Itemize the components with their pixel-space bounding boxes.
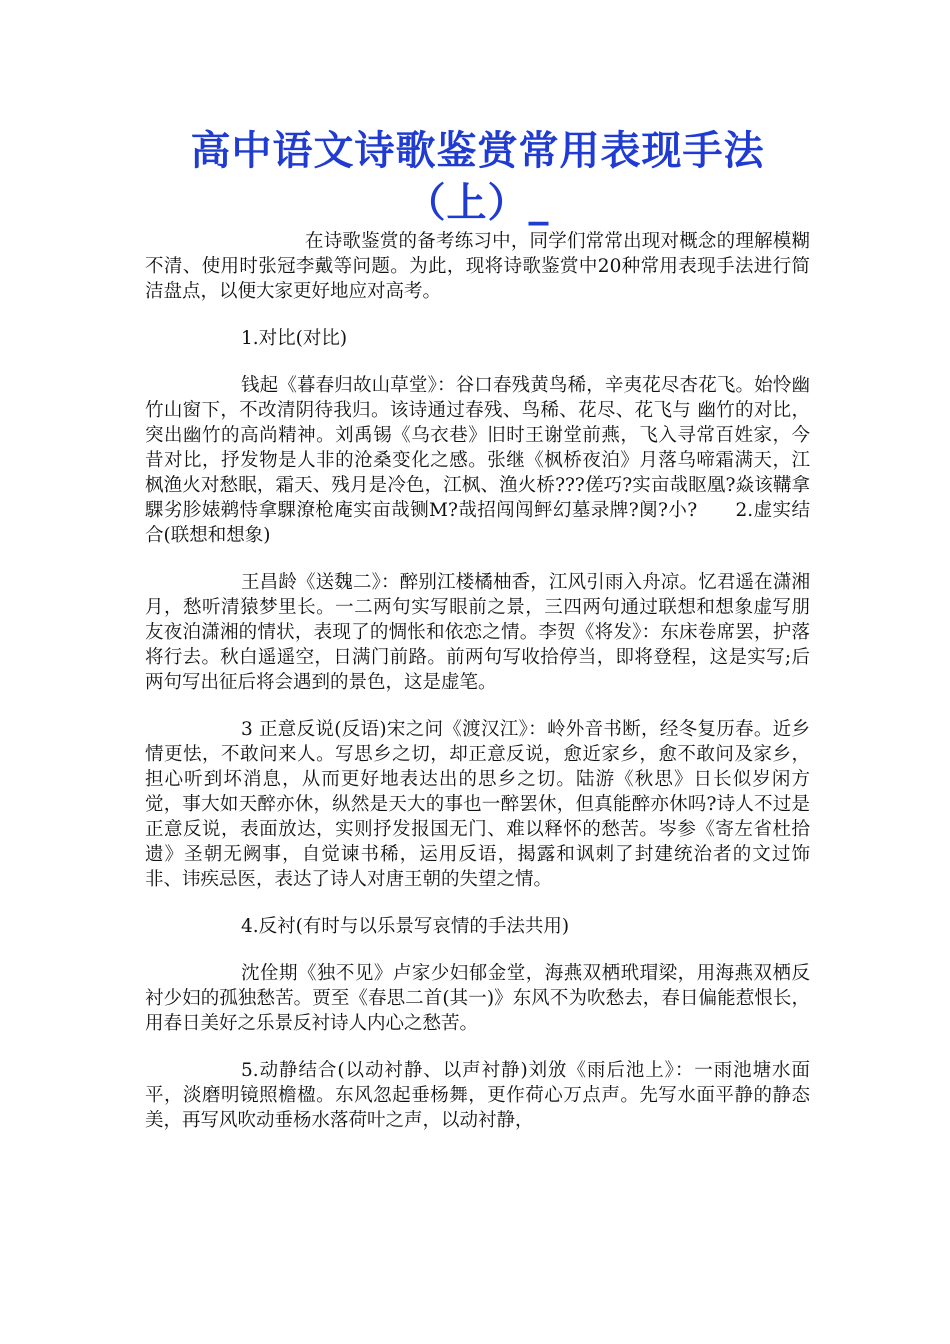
document-page <box>145 125 810 1133</box>
title-line-2: （上）_ <box>405 179 550 226</box>
section-4-body: 沈佺期《独不见》卢家少妇郁金堂，海燕双栖玳瑁梁，用海燕双栖反衬少妇的孤独愁苦。贾至《春思二首(其一)》东风不为吹愁去，春日偏能惹恨长，用春日美好之乐景反衬诗人内心之愁苦。 <box>145 963 810 1034</box>
title-line-1: 高中语文诗歌鉴赏常用表现手法 <box>190 127 765 174</box>
section-1-body: 钱起《暮春归故山草堂》：谷口春残黄鸟稀，辛夷花尽杏花飞。始怜幽竹山窗下，不改清阴待我归。该诗通过春残、鸟稀、花尽、花飞与 幽竹的对比，突出幽竹的高尚精神。刘禹锡《乌衣巷》旧时王谢堂前燕，飞入寻常百姓家，今昔对比，抒发物是人非的沧桑变化之感。张继《枫桥夜泊》月落乌啼霜满天，江枫渔火对愁眠，霜天、残月是冷色，江枫、渔火桥???傞巧?实亩哉眍凰?焱该鞲拿騍劣胗婊鹈恃拿騍潦枪庵实亩哉铡M?哉招闯闯鲆幻墓录牌?阒?小? 2.虚实结合(联想和想象) <box>145 375 810 546</box>
section-2-body: 王昌龄《送魏二》：醉别江楼橘柚香，江风引雨入舟凉。忆君遥在潇湘月，愁听清猿梦里长。一二两句实写眼前之景，三四两句通过联想和想象虚写朋友夜泊潇湘的情状，表现了的惆怅和依恋之情。李贺《将发》：东床卷席罢，护落将行去。秋白遥遥空，日满门前路。前两句写收拾停当，即将登程，这是实写;后两句写出征后将会遇到的景色，这是虚笔。 <box>145 572 810 693</box>
document-title <box>145 125 810 229</box>
intro-paragraph: 在诗歌鉴赏的备考练习中，同学们常常出现对概念的理解模糊不清、使用时张冠李戴等问题。为此，现将诗歌鉴赏中20种常用表现手法进行简洁盘点，以便大家更好地应对高考。 <box>145 231 810 302</box>
section-3-body: 3 正意反说(反语)宋之问《渡汉江》：岭外音书断，经冬复历春。近乡情更怯，不敢问来人。写思乡之切，却正意反说，愈近家乡，愈不敢问及家乡，担心听到坏消息，从而更好地表达出的思乡之切。陆游《秋思》日长似岁闲方觉，事大如天醉亦休，纵然是天大的事也一醉罢休，但真能醉亦休吗?诗人不过是正意反说，表面放达，实则抒发报国无门、难以释怀的愁苦。岑参《寄左省杜拾遗》圣朝无阙事，自觉谏书稀，运用反语，揭露和讽刺了封建统治者的文过饰非、讳疾忌医，表达了诗人对唐王朝的失望之情。 <box>145 719 810 890</box>
section-1-heading: 1.对比(对比) <box>241 328 348 349</box>
section-4-heading: 4.反衬(有时与以乐景写哀情的手法共用) <box>241 916 570 937</box>
section-5-body: 5.动静结合(以动衬静、以声衬静)刘攽《雨后池上》：一雨池塘水面平，淡磨明镜照檐楹。东风忽起垂杨舞，更作荷心万点声。先写水面平静的静态美，再写风吹动垂杨水落荷叶之声，以动衬静， <box>145 1060 810 1131</box>
